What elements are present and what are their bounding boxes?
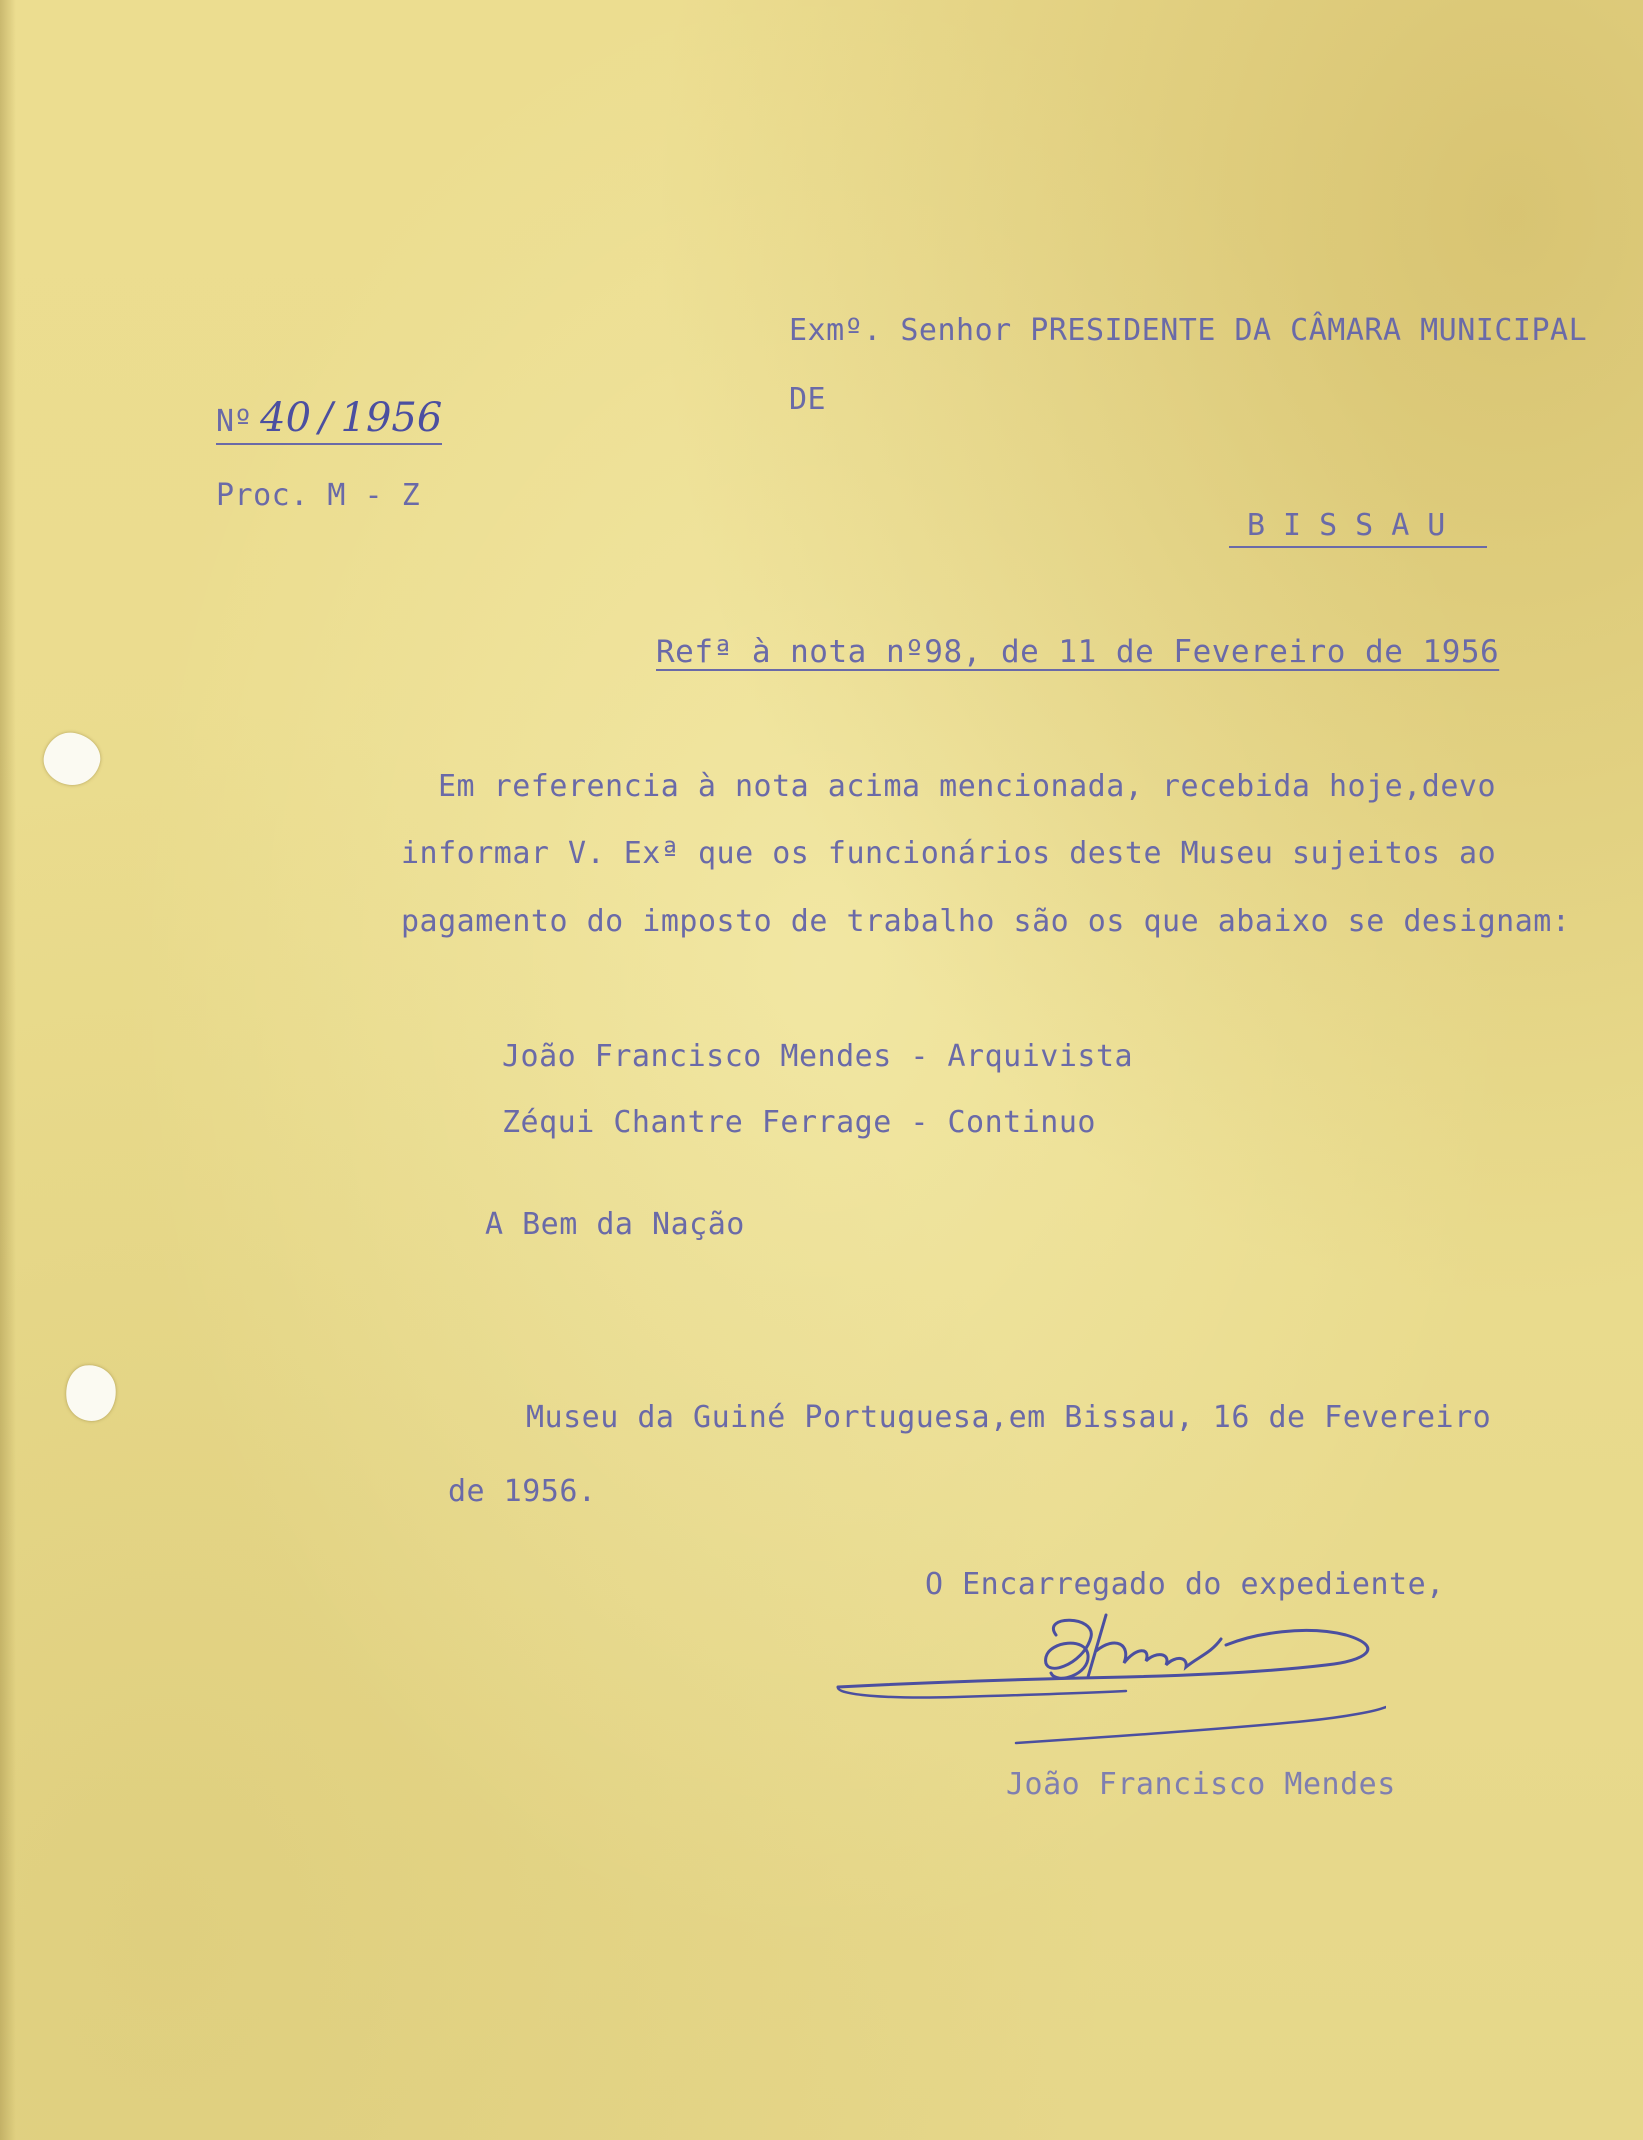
document-number	[216, 395, 443, 445]
process-code: Proc. M - Z	[216, 478, 421, 513]
number-year: 1956	[340, 395, 443, 441]
punch-hole	[39, 728, 105, 791]
addressee-city: BISSAU	[1247, 508, 1464, 543]
place-date-line-1: Museu da Guiné Portuguesa,em Bissau, 16 de Fevereiro	[526, 1400, 1492, 1435]
signer-name: João Francisco Mendes	[1006, 1767, 1396, 1802]
addressee-line-2: DE	[789, 382, 827, 417]
body-line-1: Em referencia à nota acima mencionada, recebida hoje,devo	[438, 769, 1497, 804]
handwritten-signature	[826, 1595, 1386, 1755]
staff-entry-1: João Francisco Mendes - Arquivista	[502, 1039, 1134, 1074]
city-underline	[1229, 546, 1487, 548]
body-line-2: informar V. Exª que os funcionários deste Museu sujeitos ao	[401, 836, 1497, 871]
number-separator: /	[319, 395, 333, 441]
signer-title: O Encarregado do expediente,	[925, 1567, 1445, 1602]
place-date-line-2: de 1956.	[448, 1474, 597, 1509]
body-line-3: pagamento do imposto de trabalho são os que abaixo se designam:	[401, 904, 1571, 939]
paper-edge-shadow	[0, 0, 16, 2140]
staff-entry-2: Zéqui Chantre Ferrage - Continuo	[502, 1105, 1096, 1140]
handwritten-number: 40	[260, 395, 312, 441]
addressee-line-1: Exmº. Senhor PRESIDENTE DA CÂMARA MUNICIPAL	[789, 313, 1588, 348]
closing-salutation: A Bem da Nação	[485, 1207, 745, 1242]
reference-line: Refª à nota nº98, de 11 de Fevereiro de 1956	[656, 634, 1500, 670]
punch-hole	[62, 1362, 119, 1424]
number-label: Nº	[216, 404, 253, 439]
